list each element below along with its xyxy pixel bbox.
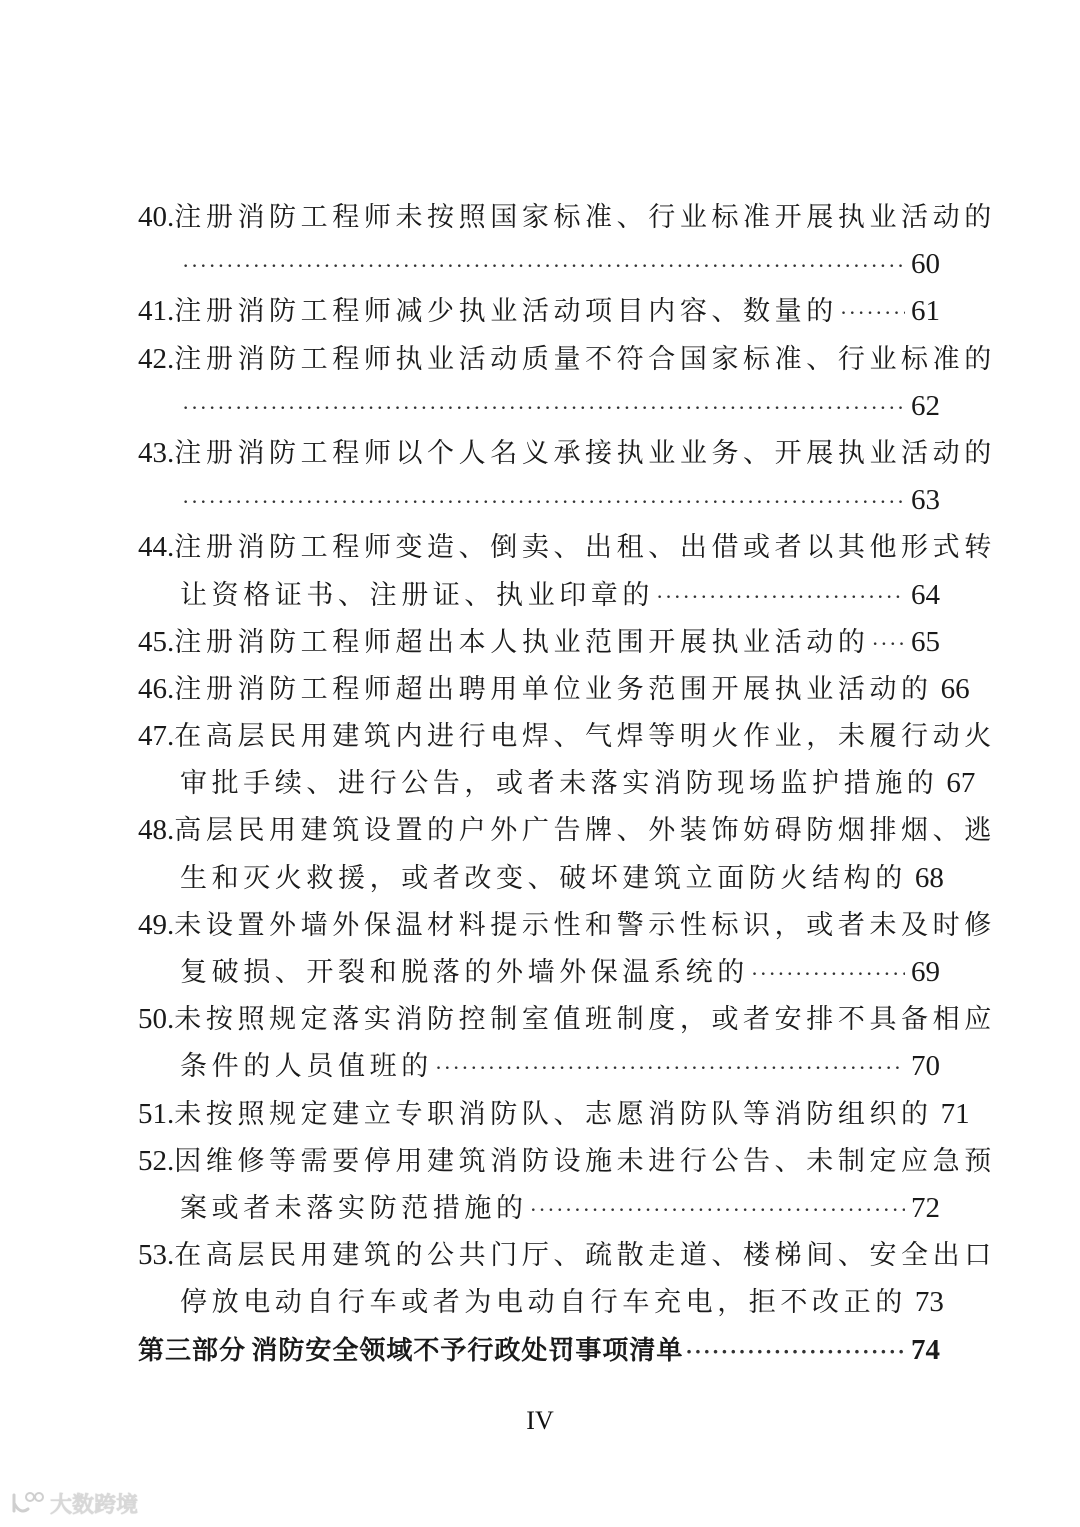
toc-entry[interactable]	[138, 524, 996, 618]
toc-page-number: 68	[914, 861, 944, 894]
toc-line	[138, 336, 996, 383]
toc-entry[interactable]	[138, 430, 996, 524]
toc-entry-number: 52.	[138, 1144, 175, 1177]
toc-line	[138, 572, 940, 619]
toc-entry-title: 注册消防工程师未按照国家标准、行业标准开展执业活动的	[174, 202, 996, 233]
toc-entry-title: 停放电动自行车或者为电动自行车充电，拒不改正的	[180, 1287, 907, 1319]
toc-entry-title: 审批手续、进行公告，或者未落实消防现场监护措施的	[180, 768, 939, 800]
toc-page-number: 74	[911, 1333, 940, 1366]
toc-page-number: 63	[911, 484, 940, 517]
dot-leader	[840, 289, 905, 336]
toc-entry-title: 复破损、开裂和脱落的外墙外保温系统的	[180, 957, 749, 988]
toc-entry-title: 生和灭火救援，或者改变、破坏建筑立面防火结构的	[180, 862, 907, 894]
page-folio: IV	[526, 1406, 554, 1435]
toc-entry-title: 注册消防工程师变造、倒卖、出租、出借或者以其他形式转	[174, 532, 996, 564]
table-of-contents	[138, 194, 996, 1374]
toc-line	[138, 1327, 940, 1374]
toc-line	[138, 949, 940, 996]
toc-page-number: 62	[911, 389, 940, 422]
brand-logo-icon	[10, 1491, 44, 1517]
toc-line	[138, 619, 940, 666]
toc-entry-title: 高层民用建筑设置的户外广告牌、外装饰妨碍防烟排烟、逃	[174, 815, 996, 847]
toc-entry[interactable]	[138, 1232, 996, 1326]
toc-entry[interactable]	[138, 194, 996, 288]
toc-page-number: 66	[940, 672, 970, 705]
toc-page-number: 64	[911, 578, 940, 611]
toc-line	[138, 1091, 970, 1138]
toc-entry[interactable]	[138, 1091, 970, 1138]
watermark	[10, 1488, 138, 1519]
toc-page-number: 70	[911, 1050, 940, 1083]
toc-entry[interactable]	[138, 666, 970, 713]
toc-entry-number: 45.	[138, 625, 175, 658]
toc-entry-number: 48.	[138, 814, 175, 847]
toc-entry-number: 46.	[138, 672, 175, 705]
toc-line	[138, 713, 996, 760]
toc-line	[138, 855, 944, 902]
toc-line	[138, 1232, 996, 1279]
toc-entry-number: 50.	[138, 1003, 175, 1036]
toc-entry-title: 未设置外墙外保温材料提示性和警示性标识，或者未及时修	[174, 909, 996, 941]
toc-entry-title: 注册消防工程师减少执业活动项目内容、数量的	[174, 296, 838, 328]
toc-entry-number: 43.	[138, 436, 175, 469]
toc-line	[138, 430, 996, 477]
toc-entry-title: 注册消防工程师超出本人执业范围开展执业活动的	[174, 626, 870, 658]
toc-entry[interactable]	[138, 1138, 996, 1232]
toc-line	[138, 383, 940, 430]
toc-line	[138, 902, 996, 949]
toc-entry-number: 53.	[138, 1239, 175, 1272]
toc-entry[interactable]	[138, 619, 940, 666]
dot-leader	[182, 242, 905, 289]
toc-page-number: 67	[946, 767, 976, 800]
toc-entry-number: 44.	[138, 531, 175, 564]
dot-leader	[435, 1044, 905, 1091]
toc-line	[138, 807, 996, 854]
toc-line	[138, 288, 940, 335]
toc-page-number: 65	[911, 625, 940, 658]
toc-line	[138, 241, 940, 288]
toc-line	[138, 1138, 996, 1185]
toc-line	[138, 477, 940, 524]
toc-line	[138, 194, 996, 241]
toc-entry-number: 47.	[138, 720, 175, 753]
toc-entry-number: 51.	[138, 1097, 175, 1130]
toc-page-number: 71	[940, 1097, 970, 1130]
toc-section-entry[interactable]	[138, 1327, 940, 1374]
toc-line	[138, 1185, 940, 1232]
toc-entry-title: 因维修等需要停用建筑消防设施未进行公告、未制定应急预	[174, 1145, 996, 1177]
toc-line	[138, 524, 996, 571]
toc-entry-title: 条件的人员值班的	[180, 1051, 433, 1083]
toc-page-number: 60	[911, 248, 940, 281]
toc-entry[interactable]	[138, 807, 996, 901]
toc-entry[interactable]	[138, 902, 996, 996]
dot-leader	[530, 1186, 905, 1233]
toc-entry-title: 让资格证书、注册证、执业印章的	[180, 579, 654, 611]
dot-leader	[751, 950, 905, 997]
toc-entry[interactable]	[138, 996, 996, 1090]
toc-line	[138, 1279, 944, 1326]
toc-page-number: 72	[911, 1191, 940, 1224]
toc-entry-number: 41.	[138, 295, 175, 328]
toc-entry-title: 注册消防工程师执业活动质量不符合国家标准、行业标准的	[174, 343, 996, 375]
toc-line	[138, 1043, 940, 1090]
dot-leader	[685, 1328, 905, 1375]
toc-entry-number: 49.	[138, 908, 175, 941]
dot-leader	[182, 478, 905, 525]
toc-entry-title: 注册消防工程师超出聘用单位业务范围开展执业活动的	[174, 673, 933, 705]
toc-line	[138, 666, 970, 713]
watermark-text: 大数跨境	[50, 1493, 139, 1518]
toc-entry-number: 42.	[138, 342, 175, 375]
dot-leader	[871, 620, 905, 667]
toc-entry[interactable]	[138, 288, 940, 335]
toc-entry-title: 未按照规定建立专职消防队、志愿消防队等消防组织的	[174, 1098, 933, 1130]
toc-line	[138, 760, 976, 807]
toc-page-number: 61	[911, 295, 940, 328]
toc-line	[138, 996, 996, 1043]
toc-entry-number: 40.	[138, 201, 175, 233]
toc-page-number: 73	[914, 1286, 944, 1319]
toc-entry-title: 在高层民用建筑的公共门厅、疏散走道、楼梯间、安全出口	[174, 1240, 996, 1272]
toc-entry-title: 在高层民用建筑内进行电焊、气焊等明火作业，未履行动火	[174, 721, 996, 753]
toc-entry-title: 注册消防工程师以个人名义承接执业业务、开展执业活动的	[174, 437, 996, 469]
toc-page-number: 69	[911, 956, 940, 988]
section-title: 消防安全领域不予行政处罚事项清单	[251, 1335, 684, 1366]
toc-entry-title: 案或者未落实防范措施的	[180, 1192, 528, 1224]
toc-entry[interactable]	[138, 713, 996, 807]
dot-leader	[656, 573, 905, 620]
dot-leader	[182, 384, 905, 431]
section-label: 第三部分	[138, 1335, 247, 1366]
toc-entry-title: 未按照规定落实消防控制室值班制度，或者安排不具备相应	[174, 1004, 996, 1036]
toc-entry[interactable]	[138, 336, 996, 430]
